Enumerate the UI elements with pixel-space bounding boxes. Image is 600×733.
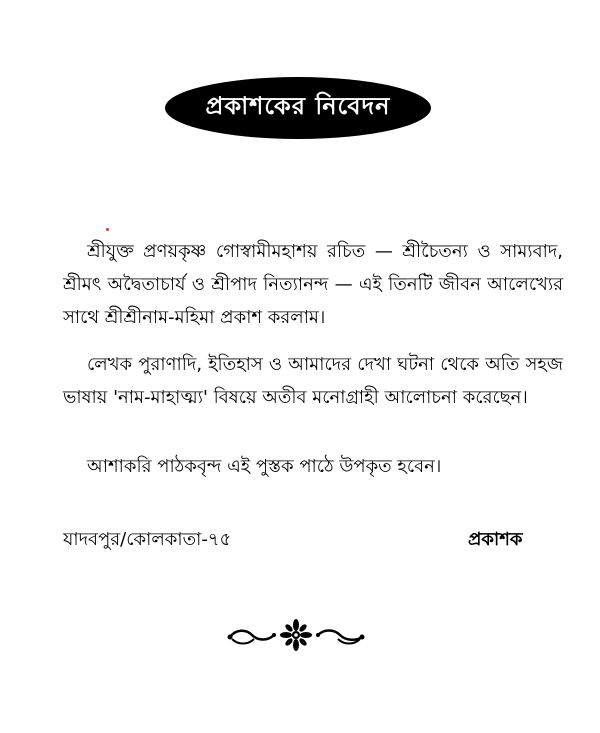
floral-ornament-icon [222,617,370,653]
paragraph-intro: শ্রীযুক্ত প্রণয়কৃষ্ণ গোস্বামীমহাশয় রচিত — শ্রীচৈতন্য ও সাম্যবাদ, শ্রীমৎ অদ্বৈতাচার্য ও শ্রীপাদ নিত্যানন্দ — এই তিনটি জীবন আলেখ্যের সাথে শ্রীশ্রীনাম-মহিমা প্রকাশ করলাম। [63,241,563,328]
publisher-place: যাদবপুর/কোলকাতা-৭৫ [63,529,232,550]
page-title: প্রকাশকের নিবেদন [205,92,391,120]
title-banner [165,77,431,139]
paragraph-author: লেখক পুরাণাদি, ইতিহাস ও আমাদের দেখা ঘটনা থেকে অতি সহজ ভাষায় 'নাম-মাহাত্ম্য' বিষয়ে অতীব মনোগ্রাহী আলোচনা করেছেন। [63,354,563,408]
paragraph-wish: আশাকরি পাঠকবৃন্দ এই পুস্তক পাঠে উপকৃত হবেন। [87,456,442,477]
publisher-signature: প্রকাশক [468,529,523,550]
ink-speck [106,228,109,231]
